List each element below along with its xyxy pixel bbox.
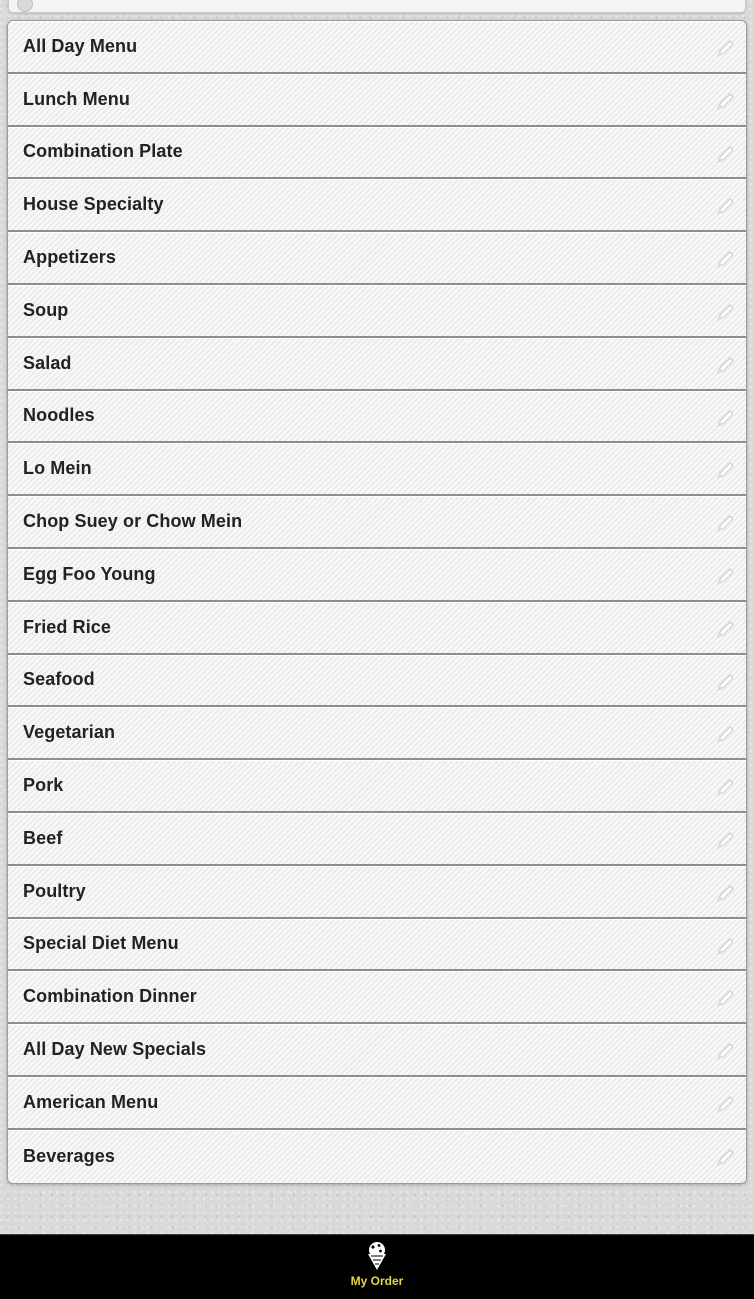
pencil-icon <box>714 91 736 113</box>
menu-item-all-day-new-specials[interactable] <box>8 1024 746 1077</box>
menu-item-salad[interactable] <box>8 338 746 391</box>
pencil-icon <box>714 1094 736 1116</box>
pencil-icon <box>714 302 736 324</box>
menu-item-special-diet-menu[interactable] <box>8 919 746 972</box>
menu-item-poultry[interactable] <box>8 866 746 919</box>
pencil-icon <box>714 1147 736 1169</box>
menu-item-egg-foo-young[interactable] <box>8 549 746 602</box>
search-bar[interactable] <box>8 0 746 13</box>
pencil-icon <box>714 777 736 799</box>
menu-item-label: All Day New Specials <box>23 1039 207 1060</box>
menu-item-lunch-menu[interactable] <box>8 74 746 127</box>
menu-item-label: Chop Suey or Chow Mein <box>23 511 243 532</box>
menu-item-beef[interactable] <box>8 813 746 866</box>
menu-item-lo-mein[interactable] <box>8 443 746 496</box>
menu-item-house-specialty[interactable] <box>8 179 746 232</box>
menu-item-label: Combination Plate <box>23 141 183 162</box>
pencil-icon <box>714 249 736 271</box>
footer-tab-bar <box>0 1234 754 1299</box>
my-order-button[interactable] <box>327 1239 427 1297</box>
pencil-icon <box>714 196 736 218</box>
menu-item-label: Beef <box>23 827 63 848</box>
menu-item-label: Noodles <box>23 405 95 426</box>
menu-item-label: Beverages <box>23 1145 115 1166</box>
ice-cream-cone-icon <box>365 1241 389 1271</box>
menu-item-combination-dinner[interactable] <box>8 971 746 1024</box>
menu-item-label: Soup <box>23 299 69 320</box>
pencil-icon <box>714 408 736 430</box>
menu-item-pork[interactable] <box>8 760 746 813</box>
menu-item-vegetarian[interactable] <box>8 707 746 760</box>
menu-item-label: Fried Rice <box>23 616 112 637</box>
menu-item-appetizers[interactable] <box>8 232 746 285</box>
pencil-icon <box>714 830 736 852</box>
pencil-icon <box>714 460 736 482</box>
pencil-icon <box>714 38 736 60</box>
pencil-icon <box>714 1041 736 1063</box>
menu-item-label: Appetizers <box>23 247 117 268</box>
menu-item-label: Lunch Menu <box>23 88 130 109</box>
menu-item-label: All Day Menu <box>23 35 138 56</box>
menu-category-list <box>7 20 747 1184</box>
pencil-icon <box>714 724 736 746</box>
search-icon <box>17 0 33 12</box>
menu-item-label: American Menu <box>23 1091 159 1112</box>
pencil-icon <box>714 513 736 535</box>
menu-item-label: Pork <box>23 775 64 796</box>
menu-item-label: Combination Dinner <box>23 986 197 1007</box>
menu-item-label: Seafood <box>23 669 95 690</box>
menu-item-label: Egg Foo Young <box>23 563 156 584</box>
menu-item-soup[interactable] <box>8 285 746 338</box>
menu-item-label: House Specialty <box>23 194 164 215</box>
menu-item-chop-suey-or-chow-mein[interactable] <box>8 496 746 549</box>
menu-item-fried-rice[interactable] <box>8 602 746 655</box>
menu-item-label: Vegetarian <box>23 722 116 743</box>
menu-item-label: Special Diet Menu <box>23 933 179 954</box>
menu-item-seafood[interactable] <box>8 655 746 708</box>
pencil-icon <box>714 144 736 166</box>
menu-item-noodles[interactable] <box>8 391 746 444</box>
pencil-icon <box>714 883 736 905</box>
pencil-icon <box>714 988 736 1010</box>
menu-item-label: Poultry <box>23 880 86 901</box>
menu-item-label: Lo Mein <box>23 458 92 479</box>
menu-item-american-menu[interactable] <box>8 1077 746 1130</box>
menu-item-label: Salad <box>23 352 72 373</box>
pencil-icon <box>714 355 736 377</box>
pencil-icon <box>714 566 736 588</box>
my-order-label: My Order <box>350 1274 404 1288</box>
pencil-icon <box>714 936 736 958</box>
pencil-icon <box>714 619 736 641</box>
menu-item-beverages[interactable] <box>8 1130 746 1183</box>
menu-item-all-day-menu[interactable] <box>8 21 746 74</box>
pencil-icon <box>714 672 736 694</box>
menu-item-combination-plate[interactable] <box>8 127 746 180</box>
